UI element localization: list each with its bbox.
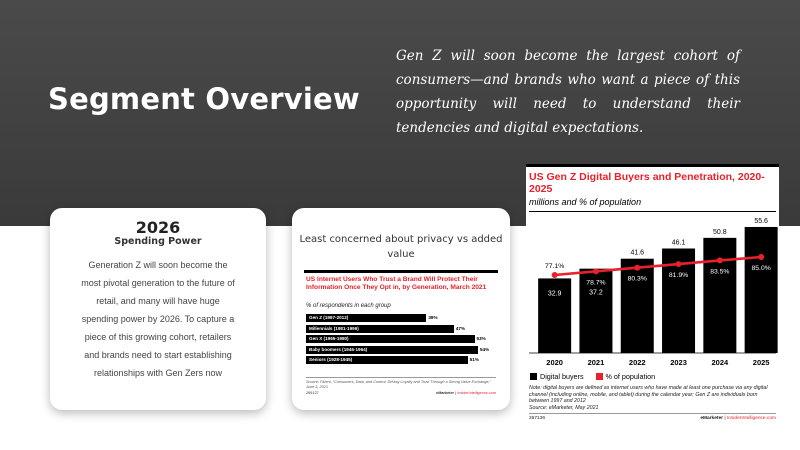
- privacy-card: [292, 208, 510, 410]
- footer-brand-site: InsiderIntelligence.com: [726, 416, 776, 421]
- chart-legend: [530, 371, 665, 381]
- bar-value-label: 50.8: [713, 228, 727, 236]
- bar-value-label: 54%: [480, 346, 490, 352]
- trust-chart-subtitle: % of respondents in each group: [306, 303, 391, 309]
- x-tick-label: 2020: [546, 358, 563, 367]
- bar: [703, 238, 736, 353]
- card-title: Least concerned about privacy vs added value: [299, 234, 503, 260]
- bar-category-label: Gen X (1965-1980): [309, 336, 349, 341]
- bar-row: [306, 335, 496, 343]
- chart-note-text: Note: digital buyers are defined as internet users who have made at least one purchase via any digital channel (including online, mobile, and tablet) during the calendar year; Gen Z are individuals born between 1997 and 2012: [529, 385, 768, 405]
- footer-brand: eMarketer: [436, 391, 455, 395]
- legend-swatch: [530, 373, 537, 380]
- footer-id: 265127: [306, 391, 319, 395]
- x-tick-label: 2023: [670, 358, 687, 367]
- x-tick-label: 2021: [587, 358, 605, 367]
- bar-category-label: Baby boomers (1946-1964): [309, 346, 368, 352]
- bar-row: [306, 346, 496, 354]
- chart-source: Source: eMarketer, May 2021: [529, 404, 599, 411]
- line-point: [593, 268, 599, 274]
- bar-value-label: 46.1: [671, 239, 686, 247]
- footer-brand: eMarketer: [700, 416, 724, 421]
- bar-value-label: 37.2: [589, 289, 603, 297]
- line-value-label: 78.7%: [586, 279, 606, 287]
- bar-value-label: 53%: [476, 336, 486, 341]
- line-value-label: 77.1%: [545, 263, 565, 270]
- line-point: [634, 265, 640, 271]
- bar-value-label: 55.6: [754, 217, 768, 225]
- trust-chart-footer: 265127 eMarketer | InsiderIntelligence.com: [306, 391, 496, 395]
- line-value-label: 85.0%: [751, 265, 771, 272]
- line-point: [676, 261, 682, 267]
- line-value-label: 80.3%: [627, 275, 647, 283]
- bar-row: [306, 356, 496, 364]
- line-point: [717, 257, 723, 263]
- legend-item-digital-buyers: [530, 372, 584, 381]
- bar-row: [306, 325, 496, 333]
- bar-value-label: 32.9: [547, 290, 562, 298]
- card-year: 2026: [135, 218, 181, 237]
- x-tick-label: 2025: [752, 358, 770, 367]
- line-point: [758, 254, 764, 260]
- trust-chart-source: Source: Fluent, "Consumers, Data, and Control: Driving Loyalty and Trust Through a Strong Value Exchange," June 3, 2021: [306, 377, 496, 390]
- bar-row: [306, 314, 496, 322]
- bar-category-label: Millennials (1981-1996): [309, 325, 359, 331]
- chart-divider: [529, 211, 776, 212]
- digital-buyers-chart: [526, 164, 779, 425]
- line-point: [552, 272, 558, 278]
- chart-title: US Gen Z Digital Buyers and Penetration, 2020-2025: [529, 171, 765, 195]
- legend-item-population: [596, 372, 656, 381]
- intro-quote: Gen Z will soon become the largest cohort of consumers—and brands who want a piece of this opportunity will need to understand their tendencies and digital expectations.: [396, 48, 740, 136]
- legend-label: % of population: [605, 371, 656, 381]
- footer-brand-site: InsiderIntelligence.com: [457, 391, 496, 395]
- chart-note: [529, 385, 776, 411]
- spending-power-card: [50, 208, 266, 410]
- card-body: Generation Z will soon become the most pivotal generation to the future of retail, and many will have huge spending power by 2026. To capture a piece of this growing cohort, retailers and brands need to start establishing relationships with Gen Zers now: [81, 260, 235, 378]
- bar-value-label: 47%: [455, 325, 466, 331]
- trust-chart-title: US Internet Users Who Trust a Brand Will Protect Their Information Once They Opt in, by Generation, March 2021: [306, 276, 487, 291]
- legend-swatch: [596, 373, 603, 380]
- bar-value-label: 39%: [428, 315, 438, 320]
- x-tick-label: 2024: [711, 358, 729, 367]
- bar-category-label: Gen Z (1997-2012): [309, 315, 349, 320]
- x-tick-label: 2022: [628, 358, 646, 367]
- line-value-label: 81.9%: [668, 272, 689, 280]
- bar: [621, 259, 654, 353]
- legend-label: Digital buyers: [540, 371, 584, 381]
- line-value-label: 83.5%: [710, 268, 730, 276]
- bar-value-label: 51%: [469, 357, 479, 362]
- trust-chart: [304, 270, 498, 403]
- chart-plot: [526, 213, 779, 371]
- card-subtitle: Spending Power: [114, 236, 202, 247]
- footer-id: 267136: [529, 416, 546, 421]
- page-title: Segment Overview: [48, 82, 360, 116]
- bar-category-label: Seniors (1928-1945): [309, 357, 353, 362]
- bar-value-label: 41.6: [630, 249, 645, 257]
- chart-subtitle: millions and % of population: [529, 197, 642, 207]
- bar: [745, 227, 778, 353]
- chart-footer: 267136 eMarketer | InsiderIntelligence.com: [529, 413, 776, 421]
